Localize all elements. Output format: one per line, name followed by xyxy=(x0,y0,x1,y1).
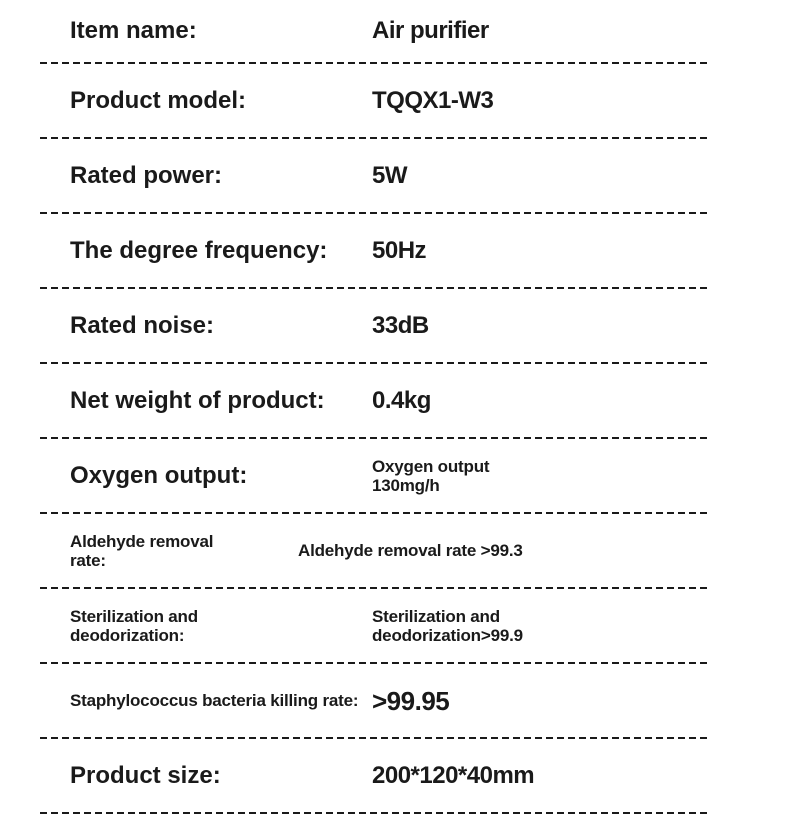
spec-value: >99.95 xyxy=(372,685,450,716)
spec-label: Net weight of product: xyxy=(70,386,325,414)
spec-value: 5W xyxy=(372,161,407,189)
spec-value: 33dB xyxy=(372,311,429,339)
spec-label: Product model: xyxy=(70,86,247,114)
row-divider xyxy=(40,812,710,814)
spec-value: 200*120*40mm xyxy=(372,761,535,789)
spec-row-product-model xyxy=(0,64,790,137)
spec-value-line: Oxygen output xyxy=(372,456,490,476)
spec-label-line: Aldehyde removal xyxy=(70,531,214,551)
spec-value: 50Hz xyxy=(372,236,427,264)
spec-label-line: rate: xyxy=(70,550,106,570)
spec-value-line: Sterilization and xyxy=(372,606,500,626)
spec-value xyxy=(372,607,790,645)
spec-value: 0.4kg xyxy=(372,386,431,414)
spec-label: Product size: xyxy=(70,761,221,789)
spec-value: Air purifier xyxy=(372,17,489,44)
spec-label-line: deodorization: xyxy=(70,625,185,645)
spec-label: Item name: xyxy=(70,17,197,44)
spec-label xyxy=(70,607,372,645)
spec-row-item-name xyxy=(0,0,790,62)
spec-label: Oxygen output: xyxy=(70,461,248,489)
spec-value: TQQX1-W3 xyxy=(372,86,494,114)
spec-row-product-size xyxy=(0,739,790,812)
spec-label-line: Sterilization and xyxy=(70,606,198,626)
spec-label: Rated noise: xyxy=(70,311,215,339)
spec-label: Staphylococcus bacteria killing rate: xyxy=(70,691,359,710)
spec-row-frequency xyxy=(0,214,790,287)
spec-row-sterilization xyxy=(0,589,790,662)
spec-label: Rated power: xyxy=(70,161,223,189)
spec-row-rated-noise xyxy=(0,289,790,362)
spec-label: The degree frequency: xyxy=(70,236,328,264)
spec-value: Aldehyde removal rate >99.3 xyxy=(298,541,523,560)
spec-value-line: deodorization>99.9 xyxy=(372,625,523,645)
spec-value xyxy=(372,457,790,495)
spec-row-rated-power xyxy=(0,139,790,212)
spec-row-oxygen-output xyxy=(0,439,790,512)
spec-row-net-weight xyxy=(0,364,790,437)
spec-row-staphylococcus xyxy=(0,664,790,737)
spec-value-line: 130mg/h xyxy=(372,475,440,495)
spec-label xyxy=(70,532,298,570)
spec-row-aldehyde-removal xyxy=(0,514,790,587)
